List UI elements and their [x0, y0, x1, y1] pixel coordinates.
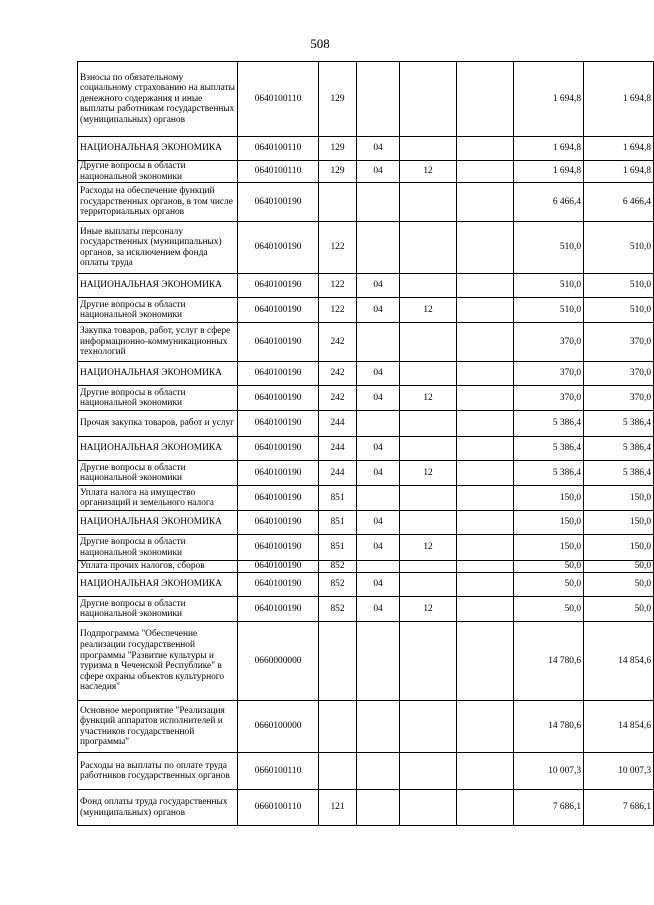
row-subsection — [400, 561, 457, 573]
row-subsection: 12 — [400, 386, 457, 411]
table-row — [78, 535, 654, 561]
row-target-code: 0640100190 — [238, 486, 319, 511]
row-section — [357, 753, 400, 790]
row-expense-type: 851 — [319, 535, 357, 561]
row-amount-2: 510,0 — [584, 298, 654, 323]
row-subsection — [400, 183, 457, 222]
row-expense-type: 129 — [319, 137, 357, 161]
table-row — [78, 298, 654, 323]
row-empty-cell — [457, 222, 514, 274]
row-amount-2: 510,0 — [584, 274, 654, 298]
row-subsection — [400, 790, 457, 826]
row-section: 04 — [357, 511, 400, 535]
row-amount-2: 50,0 — [584, 573, 654, 597]
row-target-code: 0640100190 — [238, 274, 319, 298]
row-name: Основное мероприятие "Реализация функций аппаратов исполнителей и участников государственной программы" — [78, 701, 238, 753]
row-subsection: 12 — [400, 161, 457, 183]
row-empty-cell — [457, 535, 514, 561]
row-empty-cell — [457, 622, 514, 701]
table-row — [78, 790, 654, 826]
row-amount-2: 150,0 — [584, 486, 654, 511]
row-empty-cell — [457, 298, 514, 323]
row-amount-1: 50,0 — [514, 561, 584, 573]
row-subsection — [400, 486, 457, 511]
row-amount-2: 1 694,8 — [584, 137, 654, 161]
table-row — [78, 597, 654, 622]
row-amount-1: 50,0 — [514, 597, 584, 622]
row-expense-type: 852 — [319, 597, 357, 622]
row-amount-1: 370,0 — [514, 386, 584, 411]
row-target-code: 0640100190 — [238, 461, 319, 486]
table-row — [78, 161, 654, 183]
row-section: 04 — [357, 573, 400, 597]
row-section: 04 — [357, 437, 400, 461]
row-empty-cell — [457, 701, 514, 753]
row-section: 04 — [357, 386, 400, 411]
row-subsection — [400, 362, 457, 386]
row-empty-cell — [457, 790, 514, 826]
row-amount-1: 370,0 — [514, 362, 584, 386]
row-section: 04 — [357, 362, 400, 386]
row-amount-1: 1 694,8 — [514, 62, 584, 137]
row-section: 04 — [357, 535, 400, 561]
row-name: Закупка товаров, работ, услуг в сфере информационно-коммуникационных технологий — [78, 323, 238, 362]
table-row — [78, 573, 654, 597]
row-empty-cell — [457, 183, 514, 222]
table-row — [78, 437, 654, 461]
row-amount-2: 50,0 — [584, 597, 654, 622]
table-row — [78, 561, 654, 573]
table-row — [78, 222, 654, 274]
row-section — [357, 790, 400, 826]
row-expense-type: 122 — [319, 222, 357, 274]
row-empty-cell — [457, 461, 514, 486]
table-row — [78, 622, 654, 701]
row-subsection — [400, 511, 457, 535]
row-empty-cell — [457, 386, 514, 411]
row-expense-type — [319, 183, 357, 222]
row-empty-cell — [457, 486, 514, 511]
row-target-code: 0640100190 — [238, 298, 319, 323]
row-target-code: 0640100190 — [238, 222, 319, 274]
row-target-code: 0640100190 — [238, 597, 319, 622]
row-expense-type: 242 — [319, 323, 357, 362]
row-amount-1: 510,0 — [514, 274, 584, 298]
row-target-code: 0640100190 — [238, 511, 319, 535]
row-amount-2: 14 854,6 — [584, 701, 654, 753]
row-name: НАЦИОНАЛЬНАЯ ЭКОНОМИКА — [78, 362, 238, 386]
row-empty-cell — [457, 161, 514, 183]
row-target-code: 0640100110 — [238, 62, 319, 137]
row-name: Прочая закупка товаров, работ и услуг — [78, 411, 238, 437]
row-amount-2: 150,0 — [584, 535, 654, 561]
row-amount-1: 5 386,4 — [514, 437, 584, 461]
row-target-code: 0660000000 — [238, 622, 319, 701]
row-name: Уплата налога на имущество организаций и земельного налога — [78, 486, 238, 511]
row-amount-1: 5 386,4 — [514, 461, 584, 486]
table-row — [78, 274, 654, 298]
row-expense-type: 852 — [319, 561, 357, 573]
row-target-code: 0660100110 — [238, 753, 319, 790]
row-empty-cell — [457, 274, 514, 298]
row-empty-cell — [457, 753, 514, 790]
row-section — [357, 486, 400, 511]
row-section — [357, 323, 400, 362]
row-name: НАЦИОНАЛЬНАЯ ЭКОНОМИКА — [78, 573, 238, 597]
row-amount-2: 10 007,3 — [584, 753, 654, 790]
row-expense-type: 852 — [319, 573, 357, 597]
row-empty-cell — [457, 511, 514, 535]
row-section — [357, 411, 400, 437]
row-expense-type: 122 — [319, 298, 357, 323]
row-name: Расходы на выплаты по оплате труда работников государственных органов — [78, 753, 238, 790]
row-target-code: 0640100190 — [238, 362, 319, 386]
row-section: 04 — [357, 137, 400, 161]
row-subsection: 12 — [400, 535, 457, 561]
row-name: НАЦИОНАЛЬНАЯ ЭКОНОМИКА — [78, 137, 238, 161]
row-amount-1: 7 686,1 — [514, 790, 584, 826]
table-row — [78, 461, 654, 486]
row-subsection — [400, 437, 457, 461]
row-empty-cell — [457, 597, 514, 622]
row-amount-1: 1 694,8 — [514, 161, 584, 183]
row-subsection — [400, 274, 457, 298]
row-expense-type: 244 — [319, 437, 357, 461]
row-section — [357, 622, 400, 701]
row-amount-2: 370,0 — [584, 386, 654, 411]
row-subsection — [400, 573, 457, 597]
row-target-code: 0640100190 — [238, 437, 319, 461]
row-amount-2: 370,0 — [584, 362, 654, 386]
row-name: Другие вопросы в области национальной экономики — [78, 298, 238, 323]
row-target-code: 0640100190 — [238, 386, 319, 411]
row-empty-cell — [457, 323, 514, 362]
table-row — [78, 183, 654, 222]
row-subsection — [400, 622, 457, 701]
row-name: НАЦИОНАЛЬНАЯ ЭКОНОМИКА — [78, 437, 238, 461]
row-target-code: 0640100190 — [238, 183, 319, 222]
row-target-code: 0640100110 — [238, 137, 319, 161]
row-name: Иные выплаты персоналу государственных (муниципальных) органов, за исключением фонда оплаты труда — [78, 222, 238, 274]
page-number: 508 — [310, 36, 330, 51]
row-amount-2: 7 686,1 — [584, 790, 654, 826]
row-subsection — [400, 753, 457, 790]
row-amount-1: 510,0 — [514, 298, 584, 323]
row-section — [357, 222, 400, 274]
row-expense-type — [319, 753, 357, 790]
row-amount-2: 1 694,8 — [584, 161, 654, 183]
row-section — [357, 561, 400, 573]
row-empty-cell — [457, 362, 514, 386]
row-name: Другие вопросы в области национальной экономики — [78, 597, 238, 622]
row-expense-type: 244 — [319, 461, 357, 486]
row-subsection: 12 — [400, 461, 457, 486]
row-subsection — [400, 323, 457, 362]
row-amount-1: 150,0 — [514, 511, 584, 535]
row-empty-cell — [457, 411, 514, 437]
row-amount-2: 370,0 — [584, 323, 654, 362]
row-name: НАЦИОНАЛЬНАЯ ЭКОНОМИКА — [78, 274, 238, 298]
row-target-code: 0660100110 — [238, 790, 319, 826]
row-amount-2: 50,0 — [584, 561, 654, 573]
row-amount-2: 1 694,8 — [584, 62, 654, 137]
row-section — [357, 62, 400, 137]
row-expense-type — [319, 622, 357, 701]
row-amount-2: 14 854,6 — [584, 622, 654, 701]
row-amount-1: 14 780,6 — [514, 701, 584, 753]
table-body — [78, 62, 654, 826]
row-name: Расходы на обеспечение функций государственных органов, в том числе территориальных органов — [78, 183, 238, 222]
row-name: Другие вопросы в области национальной экономики — [78, 161, 238, 183]
row-section: 04 — [357, 298, 400, 323]
row-amount-1: 6 466,4 — [514, 183, 584, 222]
row-name: Подпрограмма "Обеспечение реализации государственной программы "Развитие культуры и туризма в Чеченской Республике" в сфере охраны объектов культурного наследия" — [78, 622, 238, 701]
row-expense-type: 121 — [319, 790, 357, 826]
row-empty-cell — [457, 573, 514, 597]
row-target-code: 0640100190 — [238, 535, 319, 561]
row-subsection: 12 — [400, 597, 457, 622]
row-amount-2: 150,0 — [584, 511, 654, 535]
row-target-code: 0640100190 — [238, 573, 319, 597]
row-amount-2: 5 386,4 — [584, 461, 654, 486]
row-section — [357, 183, 400, 222]
row-name: Другие вопросы в области национальной экономики — [78, 461, 238, 486]
row-expense-type: 129 — [319, 161, 357, 183]
row-amount-2: 6 466,4 — [584, 183, 654, 222]
row-target-code: 0640100190 — [238, 411, 319, 437]
row-expense-type: 122 — [319, 274, 357, 298]
budget-table — [77, 61, 654, 826]
row-amount-1: 150,0 — [514, 535, 584, 561]
row-empty-cell — [457, 62, 514, 137]
row-target-code: 0640100110 — [238, 161, 319, 183]
table-row — [78, 411, 654, 437]
row-section — [357, 701, 400, 753]
row-expense-type: 851 — [319, 511, 357, 535]
row-name: Другие вопросы в области национальной экономики — [78, 386, 238, 411]
table-row — [78, 486, 654, 511]
row-empty-cell — [457, 137, 514, 161]
row-subsection: 12 — [400, 298, 457, 323]
row-subsection — [400, 411, 457, 437]
table-row — [78, 701, 654, 753]
row-expense-type: 242 — [319, 362, 357, 386]
row-expense-type: 851 — [319, 486, 357, 511]
row-amount-1: 1 694,8 — [514, 137, 584, 161]
row-expense-type: 242 — [319, 386, 357, 411]
row-amount-1: 510,0 — [514, 222, 584, 274]
row-name: Уплата прочих налогов, сборов — [78, 561, 238, 573]
row-amount-1: 14 780,6 — [514, 622, 584, 701]
row-name: НАЦИОНАЛЬНАЯ ЭКОНОМИКА — [78, 511, 238, 535]
row-section: 04 — [357, 461, 400, 486]
row-subsection — [400, 222, 457, 274]
table-row — [78, 386, 654, 411]
table-row — [78, 511, 654, 535]
table-row — [78, 323, 654, 362]
row-section: 04 — [357, 274, 400, 298]
row-empty-cell — [457, 561, 514, 573]
row-amount-1: 10 007,3 — [514, 753, 584, 790]
row-amount-1: 370,0 — [514, 323, 584, 362]
row-section: 04 — [357, 597, 400, 622]
row-name: Взносы по обязательному социальному страхованию на выплаты денежного содержания и иные выплаты работникам государственных (муниципальных) органов — [78, 62, 238, 137]
row-target-code: 0640100190 — [238, 561, 319, 573]
row-empty-cell — [457, 437, 514, 461]
row-expense-type: 129 — [319, 62, 357, 137]
row-target-code: 0660100000 — [238, 701, 319, 753]
row-expense-type — [319, 701, 357, 753]
row-name: Другие вопросы в области национальной экономики — [78, 535, 238, 561]
row-amount-2: 5 386,4 — [584, 437, 654, 461]
row-subsection — [400, 62, 457, 137]
table-row — [78, 362, 654, 386]
row-target-code: 0640100190 — [238, 323, 319, 362]
table-row — [78, 137, 654, 161]
row-section: 04 — [357, 161, 400, 183]
row-subsection — [400, 137, 457, 161]
row-amount-2: 5 386,4 — [584, 411, 654, 437]
table-row — [78, 753, 654, 790]
row-subsection — [400, 701, 457, 753]
row-amount-1: 50,0 — [514, 573, 584, 597]
row-amount-1: 150,0 — [514, 486, 584, 511]
row-amount-1: 5 386,4 — [514, 411, 584, 437]
row-name: Фонд оплаты труда государственных (муниципальных) органов — [78, 790, 238, 826]
table-row — [78, 62, 654, 137]
row-expense-type: 244 — [319, 411, 357, 437]
row-amount-2: 510,0 — [584, 222, 654, 274]
